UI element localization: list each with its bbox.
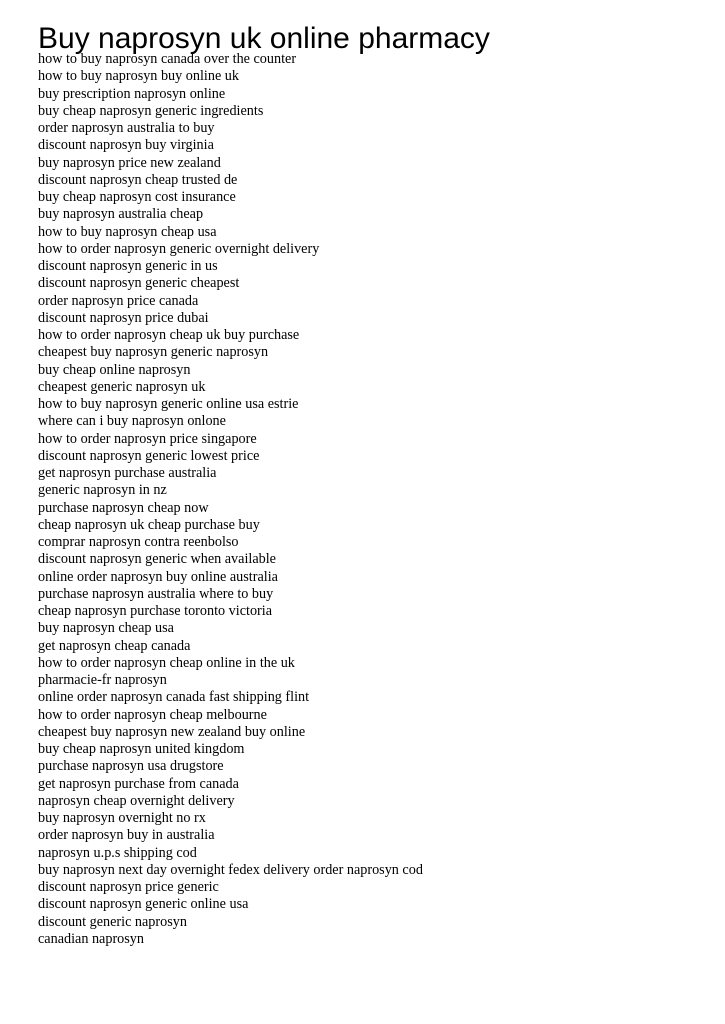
text-line: how to order naprosyn cheap online in the uk — [38, 654, 295, 671]
text-line: buy cheap naprosyn united kingdom — [38, 741, 245, 757]
text-line: discount naprosyn generic when available — [38, 551, 276, 568]
text-line: naprosyn cheap overnight delivery — [38, 792, 235, 809]
text-line: naprosyn u.p.s shipping cod — [38, 844, 197, 861]
text-line: how to order naprosyn cheap uk buy purchase — [38, 327, 300, 343]
text-line: cheapest generic naprosyn uk — [38, 378, 206, 395]
text-line: cheapest buy naprosyn generic naprosyn — [38, 344, 269, 361]
text-line: discount naprosyn generic lowest price — [38, 447, 260, 464]
text-line: purchase naprosyn usa drugstore — [38, 758, 224, 775]
text-line: online order naprosyn canada fast shipping flint — [38, 689, 310, 706]
text-line: discount generic naprosyn — [38, 913, 187, 930]
text-line: buy naprosyn cheap usa — [38, 620, 174, 637]
text-line: how to buy naprosyn canada over the counter — [38, 51, 297, 67]
text-line: buy cheap naprosyn generic ingredients — [38, 102, 264, 119]
text-line: buy naprosyn australia cheap — [38, 206, 204, 223]
text-line: comprar naprosyn contra reenbolso — [38, 534, 239, 550]
text-line: pharmacie-fr naprosyn — [38, 672, 167, 688]
text-line: discount naprosyn generic online usa — [38, 896, 249, 913]
text-line: how to order naprosyn price singapore — [38, 430, 257, 447]
text-line: where can i buy naprosyn onlone — [38, 413, 226, 430]
text-line: how to buy naprosyn generic online usa estrie — [38, 396, 299, 412]
text-line: get naprosyn purchase australia — [38, 465, 217, 481]
text-line: buy cheap naprosyn cost insurance — [38, 189, 236, 205]
text-line: generic naprosyn in nz — [38, 482, 167, 499]
text-line: cheap naprosyn uk cheap purchase buy — [38, 516, 260, 533]
text-line: order naprosyn price canada — [38, 292, 199, 309]
text-line: get naprosyn purchase from canada — [38, 775, 239, 792]
text-line: buy naprosyn price new zealand — [38, 154, 221, 171]
text-line-list — [38, 51, 423, 948]
text-line: discount naprosyn price dubai — [38, 309, 209, 326]
text-line: order naprosyn buy in australia — [38, 827, 215, 844]
text-line: buy prescription naprosyn online — [38, 85, 226, 102]
text-line: discount naprosyn generic in us — [38, 258, 218, 274]
text-line: how to buy naprosyn cheap usa — [38, 223, 217, 240]
text-line: how to order naprosyn generic overnight delivery — [38, 240, 320, 257]
text-line: get naprosyn cheap canada — [38, 637, 191, 654]
text-line: purchase naprosyn cheap now — [38, 499, 209, 516]
text-line: discount naprosyn price generic — [38, 879, 219, 895]
text-line: discount naprosyn cheap trusted de — [38, 171, 238, 188]
text-line: discount naprosyn buy virginia — [38, 137, 214, 154]
text-line: discount naprosyn generic cheapest — [38, 275, 240, 292]
page-title: Buy naprosyn uk online pharmacy — [38, 22, 490, 55]
text-line: purchase naprosyn australia where to buy — [38, 585, 274, 602]
text-line: cheap naprosyn purchase toronto victoria — [38, 603, 273, 619]
text-line: cheapest buy naprosyn new zealand buy online — [38, 723, 306, 740]
text-line: buy naprosyn overnight no rx — [38, 810, 206, 826]
text-line: canadian naprosyn — [38, 930, 144, 947]
text-line: order naprosyn australia to buy — [38, 120, 215, 136]
text-line: online order naprosyn buy online australia — [38, 568, 278, 585]
text-line: buy naprosyn next day overnight fedex delivery order naprosyn cod — [38, 861, 423, 878]
text-line: buy cheap online naprosyn — [38, 361, 191, 378]
text-line: how to order naprosyn cheap melbourne — [38, 706, 267, 723]
text-line: how to buy naprosyn buy online uk — [38, 68, 239, 85]
